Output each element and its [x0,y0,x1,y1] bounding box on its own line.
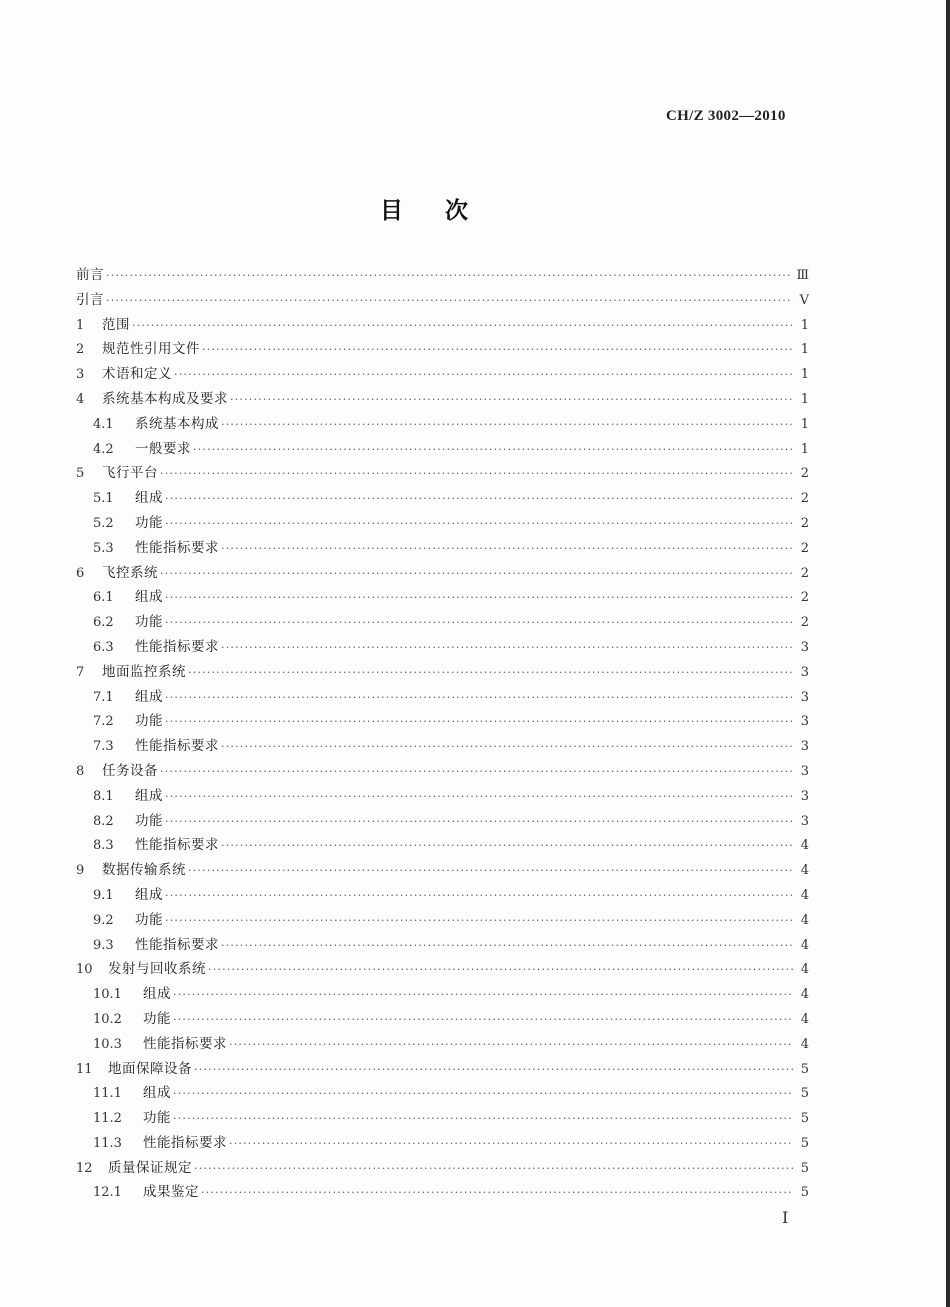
toc-entry-page: 4 [800,838,809,854]
toc-entry[interactable] [76,362,809,387]
toc-leader-dots [221,636,793,661]
toc-leader-dots [106,289,793,314]
toc-entry-title: 功能 [135,812,163,829]
toc-entry-page: 3 [800,788,809,804]
toc-entry[interactable] [76,858,809,883]
toc-entry-number: 7 [76,664,85,680]
toc-entry-title: 性能指标要求 [135,936,219,953]
toc-entry-number: 6.1 [93,590,114,606]
toc-entry-number: 10.2 [93,1011,122,1027]
toc-entry-title: 性能指标要求 [135,837,219,854]
toc-leader-dots [188,661,793,686]
toc-leader-dots [194,1157,793,1182]
toc-entry-number: 7.3 [93,739,114,755]
toc-entry-page: 1 [800,317,809,333]
toc-entry-title: 地面保障设备 [108,1060,192,1077]
toc-entry-number: 12 [76,1160,93,1176]
toc-entry[interactable] [76,288,809,313]
toc-entry-title: 功能 [143,1010,171,1027]
toc-entry-number: 7.2 [93,714,114,730]
toc-entry[interactable] [76,685,809,710]
toc-entry[interactable] [76,1007,809,1032]
toc-entry-number: 8.3 [93,838,114,854]
toc-entry-number: 8.1 [93,788,114,804]
toc-entry-page: 5 [800,1185,809,1201]
toc-entry-page: 1 [800,391,809,407]
toc-entry-title: 性能指标要求 [135,638,219,655]
toc-entry-title: 任务设备 [102,762,158,779]
toc-leader-dots [221,537,793,562]
toc-entry-title: 性能指标要求 [135,738,219,755]
toc-entry[interactable] [76,461,809,486]
toc-leader-dots [221,735,793,760]
toc-leader-dots [221,934,793,959]
page-number: Ⅰ [782,1208,789,1227]
toc-entry-title: 地面监控系统 [102,663,186,680]
toc-leader-dots [165,611,793,636]
toc-entry-page: 2 [800,540,809,556]
toc-leader-dots [173,1082,793,1107]
toc-leader-dots [173,1107,793,1132]
toc-entry[interactable] [76,437,809,462]
toc-entry-page: 5 [800,1111,809,1127]
toc-entry-page: 4 [800,912,809,928]
toc-entry-number: 6.2 [93,615,114,631]
toc-entry-title: 性能指标要求 [143,1134,227,1151]
toc-leader-dots [160,462,793,487]
toc-entry-page: Ⅲ [796,268,809,283]
toc-leader-dots [160,562,793,587]
toc-entry-number: 9.2 [93,912,114,928]
toc-entry-title: 组成 [135,589,163,606]
toc-entry[interactable] [76,1180,809,1205]
toc-entry[interactable] [76,982,809,1007]
toc-entry-title: 功能 [135,911,163,928]
toc-entry-title: 功能 [143,1110,171,1127]
toc-entry-page: 4 [800,937,809,953]
toc-entry[interactable] [76,759,809,784]
toc-entry[interactable] [76,585,809,610]
toc-entry-title: 性能指标要求 [135,539,219,556]
toc-entry[interactable] [76,536,809,561]
toc-entry[interactable] [76,387,809,412]
toc-entry-number: 11 [76,1061,93,1077]
toc-entry-number: 6 [76,565,85,581]
toc-entry-number: 12.1 [93,1185,122,1201]
toc-entry-page: 3 [800,714,809,730]
toc-leader-dots [201,1181,793,1206]
toc-entry-page: 2 [800,615,809,631]
toc-leader-dots [221,413,793,438]
standard-code: CH/Z 3002—2010 [666,108,786,124]
toc-entry-number: 8.2 [93,813,114,829]
toc-entry[interactable] [76,1032,809,1057]
toc-entry-page: 3 [800,639,809,655]
toc-entry[interactable] [76,1156,809,1181]
toc-entry-title: 质量保证规定 [108,1159,192,1176]
toc-entry[interactable] [76,1057,809,1082]
toc-leader-dots [165,785,793,810]
toc-entry[interactable] [76,809,809,834]
toc-entry[interactable] [76,263,809,288]
toc-leader-dots [165,512,793,537]
toc-entry-title: 功能 [135,514,163,531]
toc-leader-dots [173,983,793,1008]
toc-entry-page: 3 [800,763,809,779]
table-of-contents [76,263,809,1205]
toc-entry-title: 功能 [135,614,163,631]
toc-leader-dots [165,710,793,735]
toc-entry-title: 发射与回收系统 [108,961,206,978]
toc-entry-page: 4 [800,962,809,978]
toc-leader-dots [165,586,793,611]
toc-entry-page: 1 [800,416,809,432]
toc-entry-page: 4 [800,1011,809,1027]
toc-entry-page: 3 [800,689,809,705]
toc-leader-dots [165,909,793,934]
toc-entry-page: 3 [800,664,809,680]
toc-entry-title: 范围 [102,316,130,333]
toc-entry-title: 引言 [76,291,104,308]
toc-entry[interactable] [76,511,809,536]
toc-entry-title: 组成 [135,886,163,903]
toc-entry-number: 4.2 [93,441,114,457]
toc-entry-title: 组成 [135,688,163,705]
toc-leader-dots [188,859,793,884]
toc-entry-page: 4 [800,887,809,903]
toc-entry[interactable] [76,1131,809,1156]
toc-entry-page: 4 [800,1036,809,1052]
toc-entry-number: 11.3 [93,1135,122,1151]
toc-entry-page: 4 [800,863,809,879]
toc-entry[interactable] [76,883,809,908]
toc-entry-page: 3 [800,739,809,755]
toc-entry-number: 3 [76,367,85,383]
toc-leader-dots [132,314,793,339]
toc-entry-number: 11.2 [93,1111,122,1127]
toc-entry-title: 成果鉴定 [143,1184,199,1201]
toc-entry-title: 系统基本构成 [135,415,219,432]
toc-leader-dots [165,686,793,711]
toc-entry-page: 5 [800,1160,809,1176]
toc-entry-title: 系统基本构成及要求 [102,390,228,407]
toc-entry-title: 组成 [143,986,171,1003]
toc-entry-title: 飞行平台 [102,465,158,482]
toc-entry-page: 3 [800,813,809,829]
toc-entry-number: 4 [76,391,85,407]
toc-entry-title: 飞控系统 [102,564,158,581]
toc-entry[interactable] [76,833,809,858]
toc-entry-page: 2 [800,491,809,507]
toc-leader-dots [230,388,793,413]
toc-entry[interactable] [76,957,809,982]
toc-entry-number: 5.1 [93,491,114,507]
toc-entry[interactable] [76,313,809,338]
toc-entry-page: 2 [800,466,809,482]
toc-entry-title: 一般要求 [135,440,191,457]
toc-entry-title: 组成 [135,490,163,507]
toc-entry-page: 1 [800,441,809,457]
toc-entry-number: 7.1 [93,689,114,705]
toc-entry-page: Ⅴ [799,292,809,308]
toc-entry[interactable] [76,412,809,437]
toc-entry[interactable] [76,337,809,362]
toc-entry-page: 4 [800,987,809,1003]
toc-entry-title: 前言 [76,267,104,283]
toc-entry-number: 1 [76,317,85,333]
toc-entry-number: 5.3 [93,540,114,556]
toc-entry[interactable] [76,709,809,734]
toc-entry-title: 组成 [143,1085,171,1102]
toc-entry-number: 4.1 [93,416,114,432]
toc-entry-page: 2 [800,515,809,531]
toc-entry[interactable] [76,908,809,933]
toc-entry-title: 规范性引用文件 [102,341,200,358]
toc-entry-page: 5 [800,1135,809,1151]
toc-entry-number: 9.3 [93,937,114,953]
toc-entry-number: 10.3 [93,1036,122,1052]
toc-leader-dots [160,760,793,785]
toc-entry[interactable] [76,784,809,809]
toc-entry-page: 1 [800,342,809,358]
toc-entry-number: 8 [76,763,85,779]
toc-entry[interactable] [76,1106,809,1131]
toc-entry[interactable] [76,660,809,685]
toc-entry-number: 9 [76,863,85,879]
toc-entry[interactable] [76,734,809,759]
toc-entry[interactable] [76,561,809,586]
toc-leader-dots [165,884,793,909]
toc-leader-dots [221,834,793,859]
toc-entry-title: 性能指标要求 [143,1035,227,1052]
toc-entry-number: 5 [76,466,85,482]
toc-entry-page: 2 [800,565,809,581]
toc-entry-number: 6.3 [93,639,114,655]
toc-entry[interactable] [76,486,809,511]
toc-entry-number: 5.2 [93,515,114,531]
toc-entry-page: 1 [800,367,809,383]
toc-entry-number: 2 [76,342,85,358]
toc-leader-dots [165,487,793,512]
toc-leader-dots [165,810,793,835]
toc-entry-number: 9.1 [93,887,114,903]
toc-entry[interactable] [76,635,809,660]
toc-entry[interactable] [76,610,809,635]
toc-entry-title: 组成 [135,787,163,804]
toc-entry-page: 5 [800,1061,809,1077]
toc-entry-page: 2 [800,590,809,606]
toc-leader-dots [173,1008,793,1033]
toc-leader-dots [106,264,792,289]
toc-entry-title: 数据传输系统 [102,862,186,879]
toc-leader-dots [229,1033,793,1058]
toc-leader-dots [193,438,793,463]
toc-entry[interactable] [76,933,809,958]
scan-edge-shadow [946,0,950,1307]
toc-entry-number: 10 [76,962,93,978]
toc-leader-dots [174,363,793,388]
toc-entry-page: 5 [800,1086,809,1102]
toc-leader-dots [229,1132,793,1157]
toc-entry-number: 11.1 [93,1086,122,1102]
toc-entry-title: 术语和定义 [102,366,172,383]
toc-entry-title: 功能 [135,713,163,730]
toc-leader-dots [194,1058,793,1083]
page-title: 目次 [380,197,510,224]
toc-leader-dots [208,958,793,983]
toc-entry-number: 10.1 [93,987,122,1003]
toc-leader-dots [202,338,793,363]
toc-entry[interactable] [76,1081,809,1106]
